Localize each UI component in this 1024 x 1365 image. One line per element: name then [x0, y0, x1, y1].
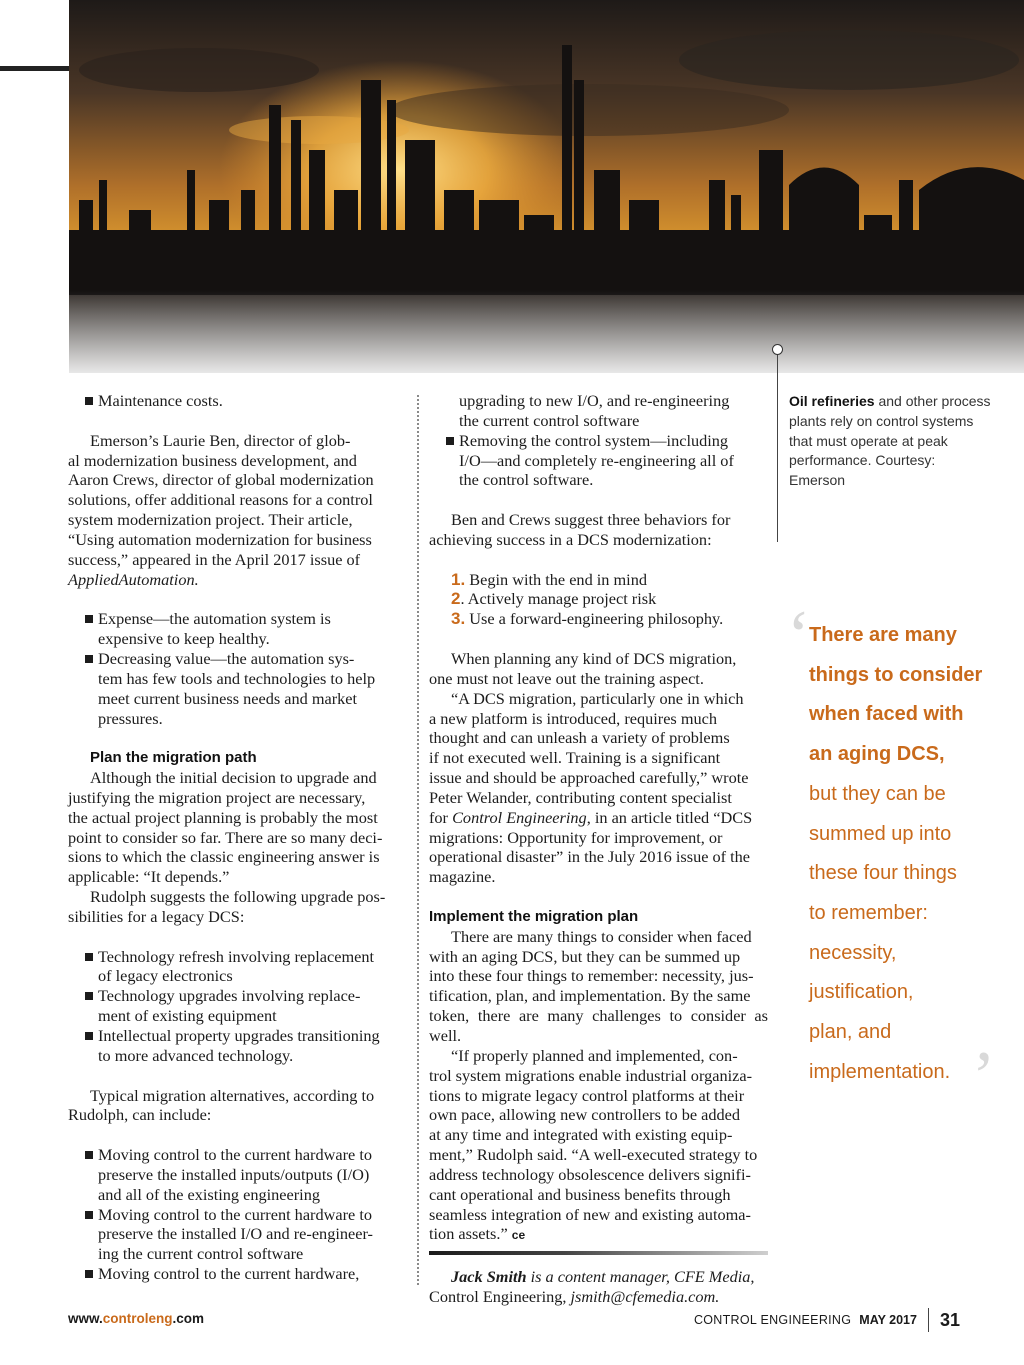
numbered-item-1: 1. Begin with the end in mind — [451, 569, 647, 589]
bullet-ip-upgrades: Intellectual property upgrades transitioning to more advanced technology. — [68, 1026, 408, 1066]
article-column-1 — [68, 391, 408, 1284]
pull-quote: ‘ There are many things to consider when faced with an aging DCS, but they can be summed up into these four things to remember: necessity, justification, plan, and implementation. ’ — [787, 597, 996, 1115]
caption-pointer-dot — [772, 344, 783, 355]
paragraph-migration-alternatives: Typical migration alternatives, according to Rudolph, can include: — [68, 1085, 375, 1125]
author-email[interactable]: jsmith@cfemedia.com. — [570, 1287, 720, 1307]
photo-caption: Oil refineries and other process plants rely on control systems that must operate at peak performance. Courtesy: Emerson — [789, 393, 991, 489]
paragraph-emerson: Emerson’s Laurie Ben, director of glob- al modernization business development, and Aaron Crews, director of global modernization solutions, offer additional reasons for a control system modernization project. Their article, “Using automation modernization for business success,” appeared in the April 2017 issue of AppliedAutomation. — [68, 430, 374, 589]
paragraph-three-behaviors: Ben and Crews suggest three behaviors for achieving success in a DCS modernization: — [429, 510, 731, 549]
issue-date: MAY 2017 — [859, 1313, 917, 1327]
numbered-item-2: 2. Actively manage project risk — [451, 589, 657, 609]
paragraph-rudolph-quote: “If properly planned and implemented, con- trol system migrations enable industrial organiza- tions to migrate legacy control platforms at their own pace, allowing new controllers to be added at any time and integrated with existing equip- ment,” Rudolph said. “A well-executed strategy to address technology obsolescence delivers signifi- cant operational and business benefits through seamless integration of new and existing automa- tion assets.” ce — [429, 1045, 758, 1244]
caption-pointer-line — [777, 352, 778, 542]
paragraph-many-things: There are many things to consider when faced with an aging DCS, but they can be summed up into these four things to remember: necessity, jus- tification, plan, and implementation. By the same token, there are many challenges to consider as well. — [429, 926, 768, 1045]
page-number: 31 — [939, 1309, 960, 1330]
publication-name: CONTROL ENGINEERING — [693, 1313, 852, 1327]
footer-folio — [694, 1308, 960, 1332]
numbered-item-3: 3. Use a forward-engineering philosophy. — [451, 609, 724, 629]
end-mark: ce — [511, 1228, 526, 1243]
bullet-move-new-io-continued: upgrading to new I/O, and re-engineering the current control software — [459, 391, 730, 430]
heading-plan-migration: Plan the migration path — [90, 749, 257, 767]
close-quote-mark: ’ — [972, 1038, 996, 1115]
corner-rule — [0, 66, 69, 71]
footer-website-link[interactable]: www.controleng.com — [68, 1311, 205, 1326]
bullet-move-preserve-io: Moving control to the current hardware to preserve the installed inputs/outputs (I/O) and all of the existing engineering — [68, 1145, 408, 1205]
refinery-silhouette-image — [69, 0, 1024, 373]
bullet-expense: Expense—the automation system is expensive to keep healthy. — [68, 609, 408, 649]
folio-separator — [928, 1308, 929, 1332]
refinery-photo — [69, 0, 1024, 373]
bullet-decreasing-value: Decreasing value—the automation sys- tem has few tools and technologies to help meet current business needs and market pressures. — [68, 649, 408, 728]
bullet-tech-refresh: Technology refresh involving replacement of legacy electronics — [68, 947, 408, 987]
bullet-maintenance: Maintenance costs. — [68, 391, 408, 411]
paragraph-initial-decision: Although the initial decision to upgrade and justifying the migration project are necessary, the actual project planning is probably the most point to consider so far. There are so many deci- sions to which the classic engineering answer is applicable: “It depends.” — [68, 768, 383, 887]
bullet-remove-control-system: Removing the control system—including I/O—and completely re-engineering all of the control software. — [429, 431, 768, 491]
bullet-tech-upgrades: Technology upgrades involving replace- ment of existing equipment — [68, 986, 408, 1026]
paragraph-training-aspect: When planning any kind of DCS migration, one must not leave out the training aspect. — [429, 648, 737, 688]
article-column-2 — [429, 391, 768, 1307]
open-quote-mark: ‘ — [787, 597, 811, 674]
paragraph-rudolph-upgrade: Rudolph suggests the following upgrade pos- sibilities for a legacy DCS: — [68, 887, 386, 926]
bio-rule — [429, 1251, 768, 1255]
bullet-move-new-io: Moving control to the current hardware, — [68, 1264, 408, 1284]
bullet-move-reengineer: Moving control to the current hardware to preserve the installed I/O and re-engineer- ing the current control software — [68, 1205, 408, 1265]
heading-implement-plan: Implement the migration plan — [429, 907, 639, 925]
author-name: Jack Smith — [451, 1267, 527, 1287]
paragraph-welander-quote: “A DCS migration, particularly one in which a new platform is introduced, requires much thought and can unleash a variety of problems if not executed well. Training is a significant issue and should be approached carefully,” wrote Peter Welander, contributing content specialist for Control Engineering, in an article titled “DCS migrations: Opportunity for improvement, or operational disaster” in the July 2016 issue of the magazine. — [429, 688, 753, 887]
author-bio: Jack Smith is a content manager, CFE Media, Control Engineering, jsmith@cfemedia.com. — [429, 1267, 755, 1307]
column-divider — [417, 395, 419, 1285]
